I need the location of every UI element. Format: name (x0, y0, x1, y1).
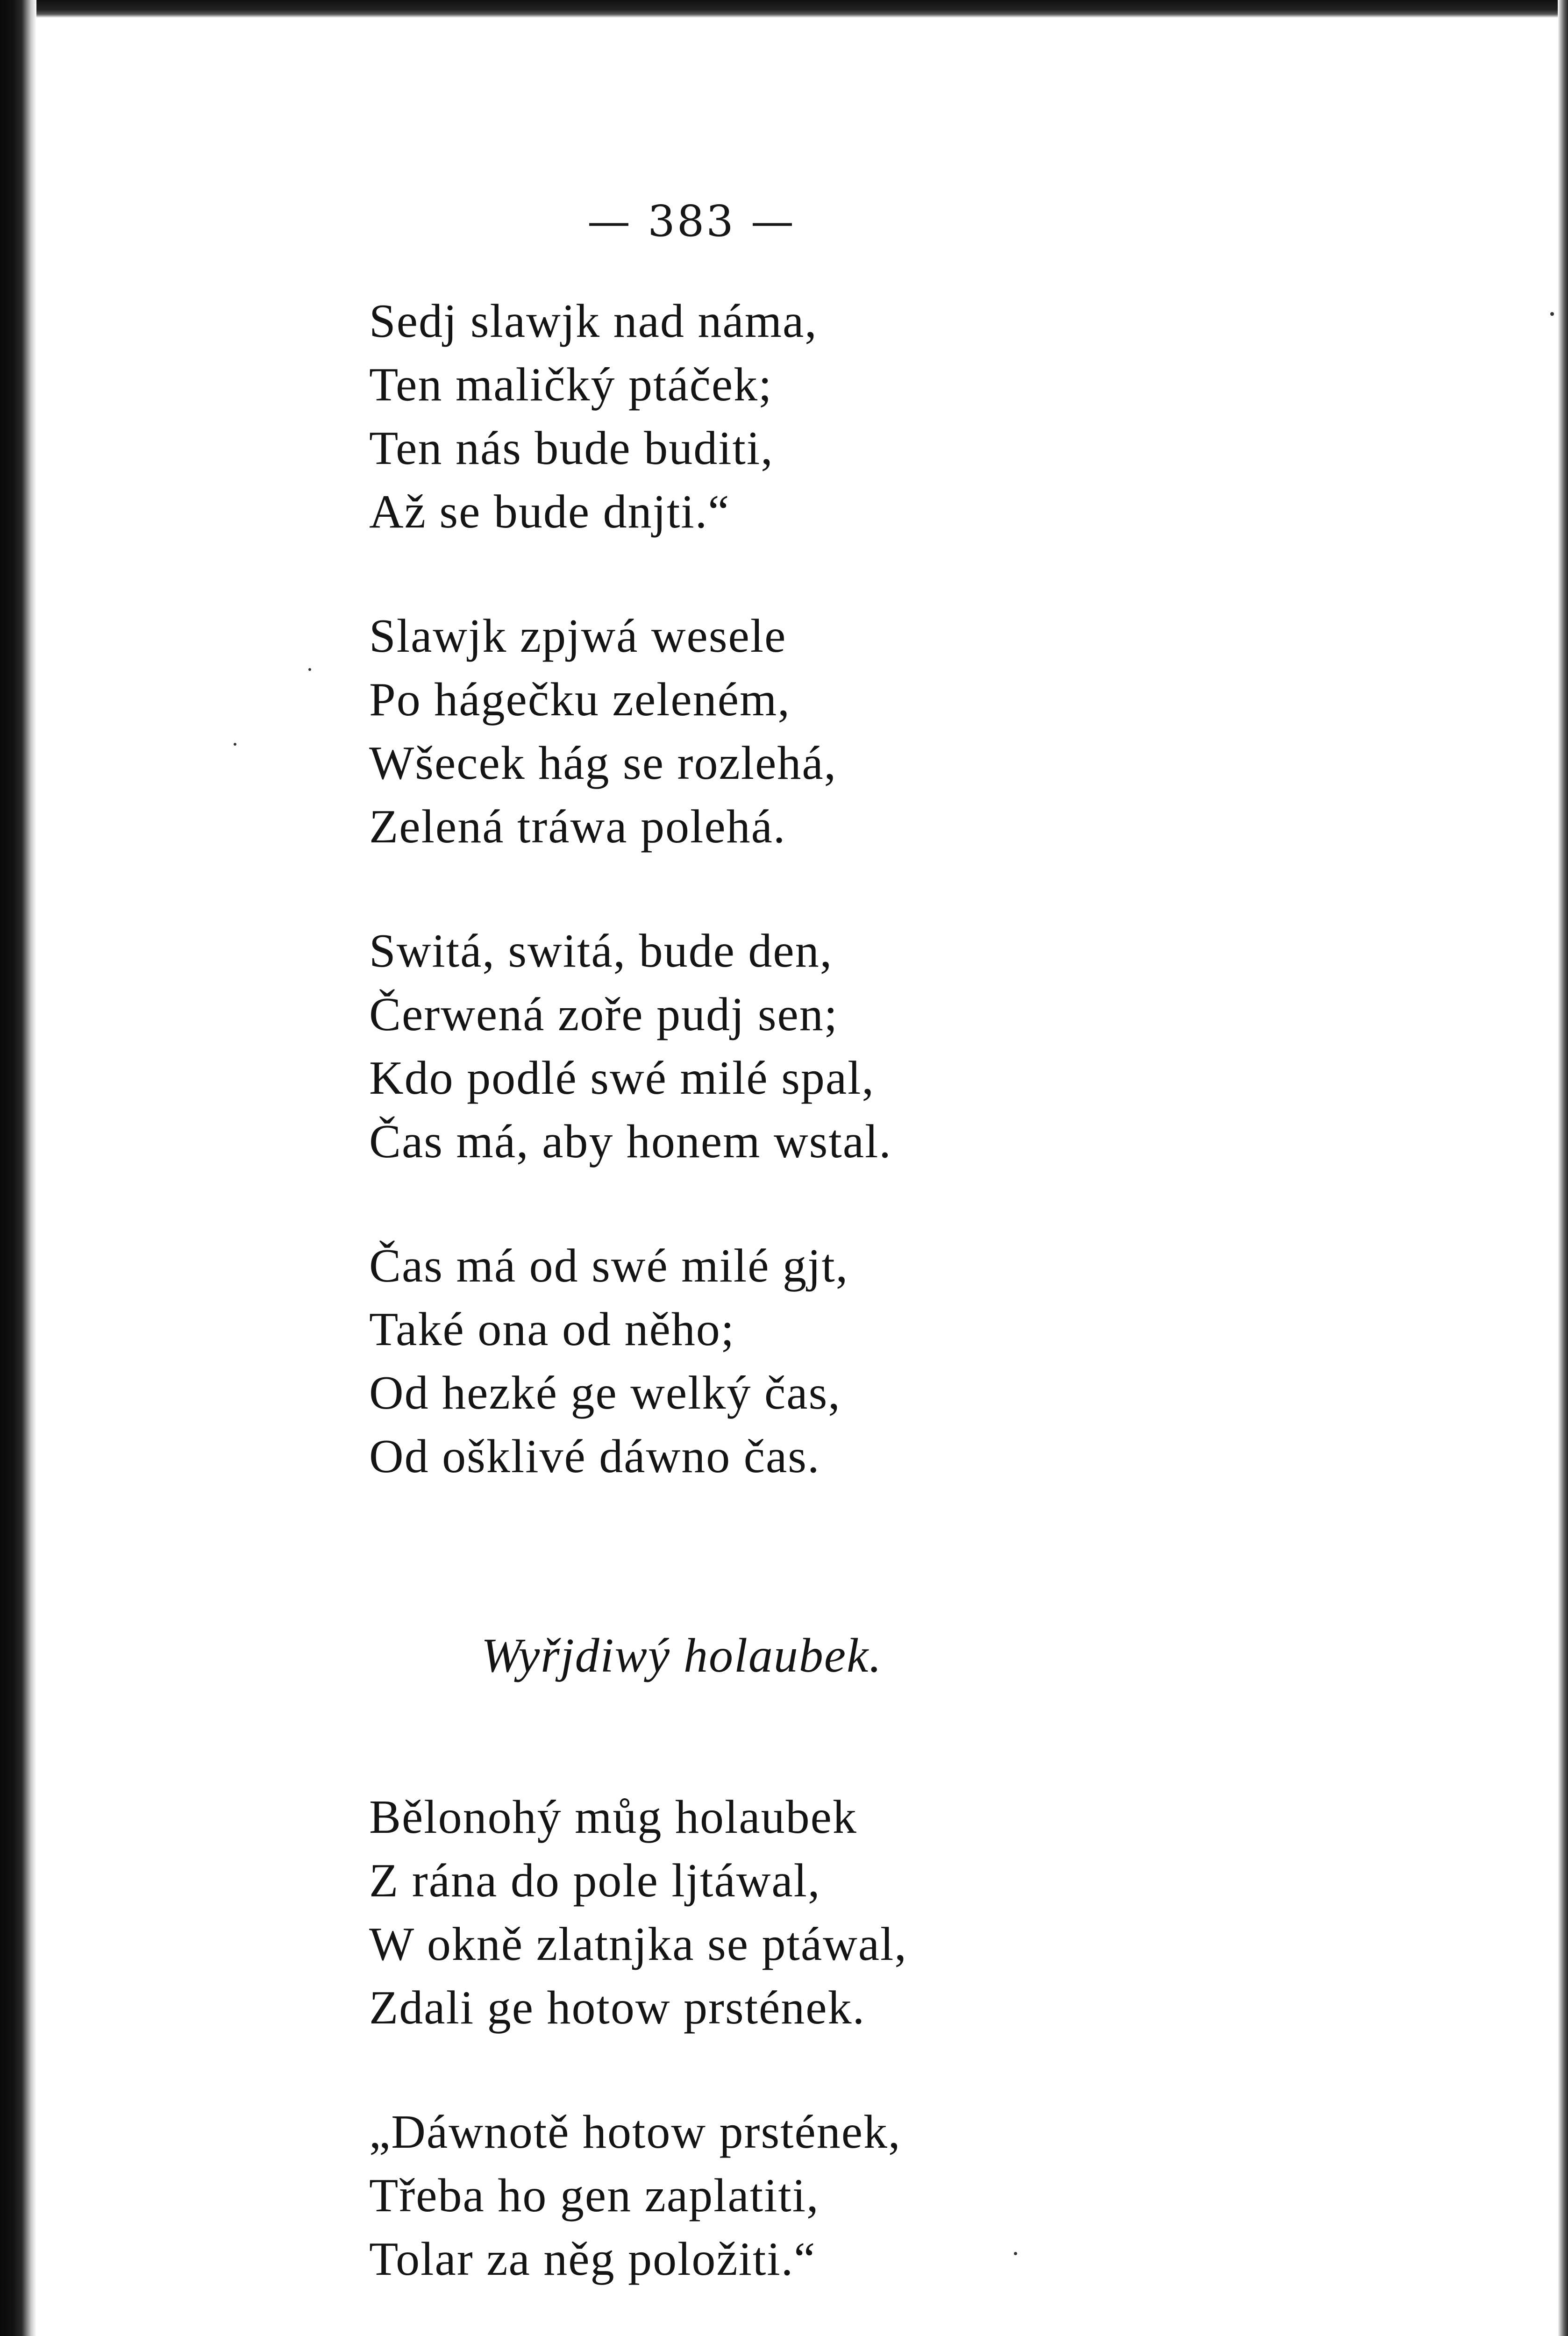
stanza (369, 290, 1444, 544)
ink-speck (234, 743, 236, 746)
verse-line: Od hezké ge welký čas, (369, 1367, 841, 1419)
verse-line: Také ona od něho; (369, 1303, 735, 1356)
verse-line: Bělonohý můg holaubek (369, 1791, 857, 1844)
book-binding-edge (0, 0, 36, 2336)
verse-line: Až se bude dnjti.“ (369, 485, 730, 538)
ink-speck (308, 668, 311, 671)
verse-line: Čas má od swé milé gjt, (369, 1239, 849, 1292)
stanza (369, 919, 1444, 1174)
verse-line: Po hágečku zeleném, (369, 673, 791, 726)
verse-line: Tolar za něg položiti.“ (369, 2233, 816, 2286)
verse-line: Switá, switá, bude den, (369, 925, 833, 977)
verse-line: Ten nás bude buditi, (369, 422, 774, 475)
verse-line: Zdali ge hotow prstének. (369, 1981, 866, 2034)
verse-line: Z rána do pole ljtáwal, (369, 1854, 821, 1907)
verse-line: Zelená tráwa polehá. (369, 800, 786, 853)
verse-line: „Dáwnotě hotow prstének, (369, 2106, 901, 2158)
verse-line: Sedj slawjk nad náma, (369, 295, 818, 348)
ink-speck (1550, 312, 1554, 316)
verse-line: Wšecek hág se rozlehá, (369, 737, 837, 790)
scan-edge-right (1558, 0, 1568, 2336)
poem-section-2 (369, 1786, 1444, 2291)
poem-title: Wyřjdiwý holaubek. (481, 1629, 883, 1682)
poem-text (369, 290, 1444, 2336)
verse-line: Čerwená zoře pudj sen; (369, 988, 839, 1041)
poem-section-1 (369, 290, 1444, 1488)
page-number: — 383 — (587, 196, 796, 246)
verse-line: Slawjk zpjwá wesele (369, 610, 787, 662)
verse-line: W okně zlatnjka se ptáwal, (369, 1918, 907, 1971)
verse-line: Ten maličký ptáček; (369, 358, 773, 411)
stanza (369, 1234, 1444, 1488)
stanza (369, 1786, 1444, 2040)
stanza (369, 605, 1444, 859)
verse-line: Čas má, aby honem wstal. (369, 1115, 892, 1168)
stanza (369, 2101, 1444, 2291)
scan-edge-top (0, 0, 1568, 18)
verse-line: Kdo podlé swé milé spal, (369, 1052, 875, 1104)
verse-line: Od ošklivé dáwno čas. (369, 1430, 820, 1483)
verse-line: Třeba ho gen zaplatiti, (369, 2169, 820, 2222)
